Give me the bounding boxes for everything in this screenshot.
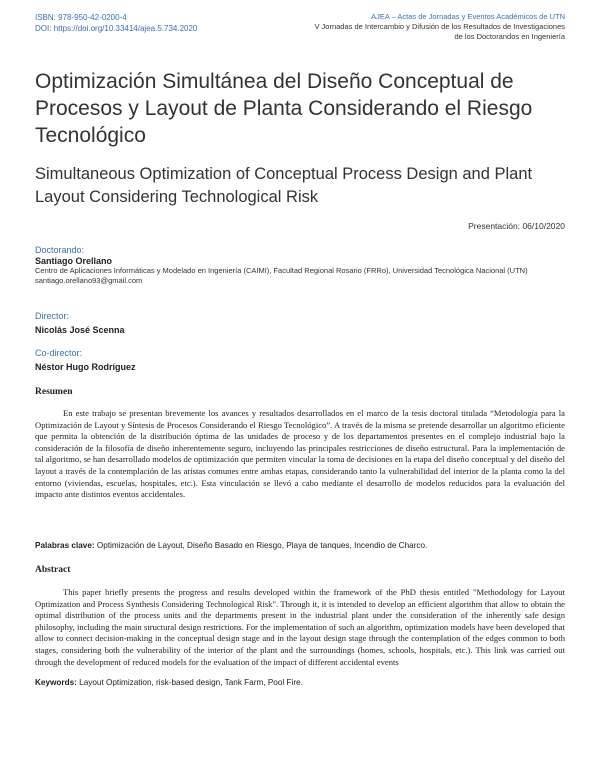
journal-full: – Actas de Jornadas y Eventos Académicos de UTN bbox=[389, 12, 565, 21]
doctorando-role: Doctorando: bbox=[35, 245, 85, 255]
codirector-name: Néstor Hugo Rodríguez bbox=[35, 362, 136, 372]
journal-line bbox=[314, 12, 565, 22]
doctorando-block bbox=[35, 245, 565, 286]
isbn-line bbox=[35, 12, 197, 23]
event-line-1: V Jornadas de Intercambio y Difusión de los Resultados de Investigaciones bbox=[314, 22, 565, 31]
header-right bbox=[314, 12, 565, 42]
palabras-clave-list: Optimización de Layout, Diseño Basado en Riesgo, Playa de tanques, Incendio de Charco. bbox=[94, 541, 428, 550]
journal-short: AJEA bbox=[371, 12, 390, 21]
palabras-clave-label: Palabras clave: bbox=[35, 541, 95, 550]
director-role: Director: bbox=[35, 311, 70, 321]
isbn-value: 978-950-42-0200-4 bbox=[58, 13, 127, 22]
keywords bbox=[35, 678, 565, 687]
codirector-block bbox=[35, 348, 565, 372]
doi-link[interactable]: https://doi.org/10.33414/ajea.5.734.2020 bbox=[53, 24, 198, 33]
codirector-role: Co-director: bbox=[35, 348, 83, 358]
doctorando-email[interactable]: santiago.orellano93@gmail.com bbox=[35, 276, 143, 285]
doi-line bbox=[35, 23, 197, 34]
doctorando-name: Santiago Orellano bbox=[35, 256, 113, 266]
resumen-paragraph: En este trabajo se presentan brevemente los avances y resultados desarrollados en el marco de la tesis doctoral titulada “Metodología para la Optimización de Layout y Síntesis de Procesos Considerando el Riesgo Tecnológico”. A través de la misma se pretende desarrollar un algoritmo eficiente que permita la obtención de la distribución óptima de las unidades de proceso y de los departamentos presentes en el complejo industrial bajo la consideración de la filosofía de diseño inherentemente seguro, incluyendo las principales restricciones de diseño estructural. Para la implementación de tal algoritmo, se han desarrollado modelos de optimización que permiten vincular la toma de decisiones en la etapa del diseño conceptual y del diseño del layout a través de la contemplación de las aristas comunes entre ambas etapas, considerando tanto la vulnerabilidad del interior de la planta como la del entorno (viviendas, escuelas, hospitales, etc.). Esta vinculación se llevó a cabo mediante el desarrollo de modelos reducidos para la evaluación del impacto ante distintos eventos accidentales. bbox=[35, 408, 565, 500]
director-name: Nicolás José Scenna bbox=[35, 325, 125, 335]
resumen-heading: Resumen bbox=[35, 387, 73, 397]
keywords-list: Layout Optimization, risk-based design, Tank Farm, Pool Fire. bbox=[76, 678, 303, 687]
abstract-paragraph: This paper briefly presents the progress and results developed within the framework of the PhD thesis entitled "Methodology for Layout Optimization and Process Synthesis Considering Technological Risk". Through it, it is intended to develop an efficient algorithm that allow to obtain the optimal distribution of the process units and the departments present in the industrial plant under the consideration of the inherently safe design philosophy, including the main structural design restrictions. For the implementation of such an algorithm, optimization models have been developed that allow to connect decision-making in the conceptual design stage and in the layout design stage through the contemplation of the edges common to both stages, considering both the vulnerability of the interior of the plant and the surroundings (homes, schools, hospitals, etc.). This link was carried out through the development of reduced models for the evaluation of the impact of different accidental events bbox=[35, 587, 565, 667]
doi-label: DOI: bbox=[35, 24, 52, 33]
doctorando-affiliation: Centro de Aplicaciones Informáticas y Modelado en Ingeniería (CAIMI), Facultad Regional Rosario (FRRo), Universidad Tecnológica Nacional (UTN) bbox=[35, 266, 528, 275]
abstract-heading: Abstract bbox=[35, 565, 71, 575]
presentation-date: Presentación: 06/10/2020 bbox=[468, 221, 565, 231]
palabras-clave bbox=[35, 541, 565, 550]
title-spanish: Optimización Simultánea del Diseño Conceptual de Procesos y Layout de Planta Considerando el Riesgo Tecnológico bbox=[35, 70, 533, 147]
director-block bbox=[35, 311, 565, 335]
keywords-label: Keywords: bbox=[35, 678, 77, 687]
title-english: Simultaneous Optimization of Conceptual Process Design and Plant Layout Considering Technological Risk bbox=[35, 165, 533, 206]
header-left bbox=[35, 12, 197, 34]
event-line-2: de los Doctorandos en Ingeniería bbox=[454, 32, 565, 41]
isbn-label: ISBN: bbox=[35, 13, 56, 22]
